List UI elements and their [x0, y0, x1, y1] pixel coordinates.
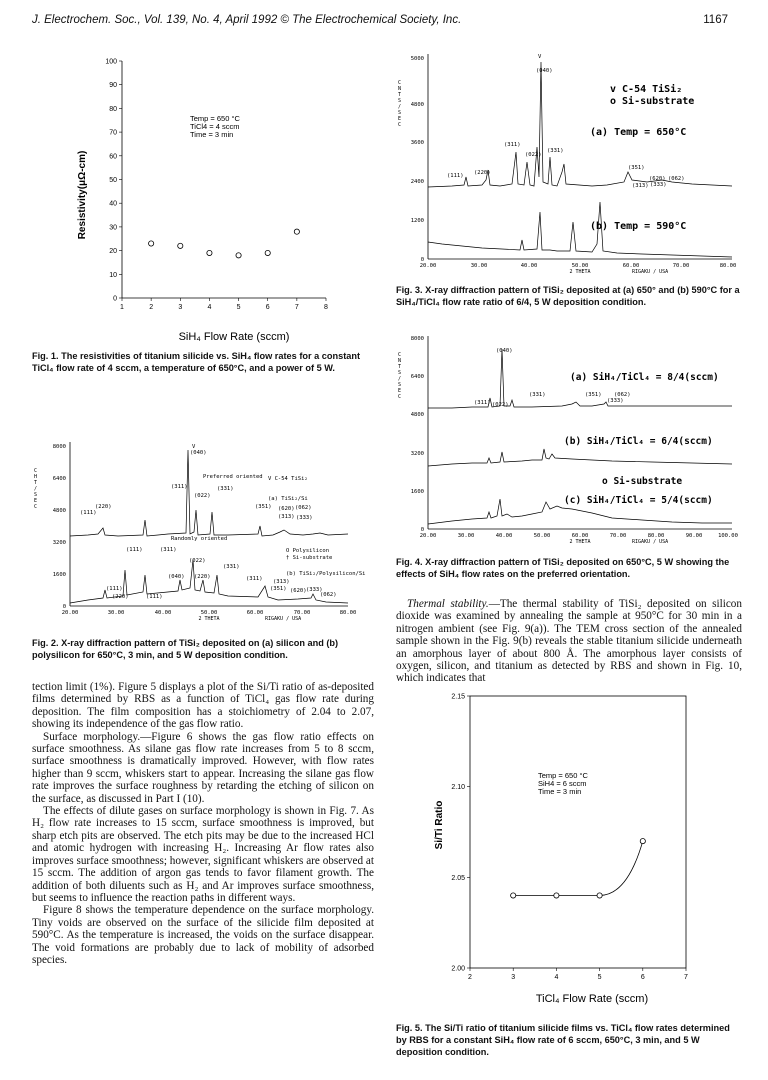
svg-text:E: E — [398, 116, 402, 122]
data-point — [236, 253, 241, 258]
svg-text:6400: 6400 — [410, 374, 424, 380]
fig5-condition-time: Time = 3 min — [538, 787, 582, 796]
data-point — [640, 838, 645, 843]
svg-text:(040): (040) — [190, 450, 207, 456]
x-tick-label: 6 — [640, 974, 645, 981]
fig2-legend-b1: O Polysilicon — [286, 548, 330, 554]
svg-text:C: C — [34, 468, 38, 474]
svg-text:C: C — [398, 352, 402, 358]
fig3-label-b: (b) Temp = 590°C — [590, 221, 687, 232]
fig2-labels — [80, 444, 365, 600]
fig4-y-ticks — [411, 336, 424, 533]
fig2-brand: RIGAKU / USA — [265, 616, 302, 622]
svg-text:T: T — [34, 480, 38, 486]
x-tick-label: 6 — [265, 304, 270, 311]
svg-text:(331): (331) — [223, 564, 240, 570]
svg-text:70.00: 70.00 — [609, 533, 627, 539]
svg-text:8000: 8000 — [410, 336, 424, 342]
svg-text:/: / — [398, 376, 402, 382]
svg-text:(022): (022) — [189, 558, 206, 564]
svg-text:C: C — [34, 504, 38, 510]
fig5-condition-sih4: SiH4 = 6 sccm — [538, 779, 587, 788]
page-number: 1167 — [703, 14, 728, 26]
svg-text:60.00: 60.00 — [246, 610, 264, 616]
svg-text:(022): (022) — [194, 493, 211, 499]
svg-text:0: 0 — [420, 527, 424, 533]
fig1-axes — [105, 59, 328, 312]
svg-text:4800: 4800 — [52, 508, 66, 514]
thermal-stability-heading: Thermal stability. — [407, 598, 489, 610]
svg-text:(111): (111) — [106, 586, 123, 592]
figure-2-caption: Fig. 2. X-ray diffraction pattern of TiSi₂ deposited on (a) silicon and (b) polysilicon for 650°C, 3 min, and 5 W deposition condition. — [32, 638, 339, 660]
svg-text:90.00: 90.00 — [685, 533, 703, 539]
y-tick-label: 0 — [113, 295, 117, 303]
x-tick-label: 3 — [511, 974, 516, 981]
svg-text:(313): (313) — [273, 579, 290, 585]
fig3-brand: RIGAKU / USA — [632, 269, 669, 275]
figure-3-xrd-pattern — [392, 52, 742, 282]
x-tick-label: 5 — [597, 974, 602, 981]
y-tick-label: 2.10 — [451, 784, 465, 792]
fig1-condition-time: Time = 3 min — [190, 130, 234, 139]
svg-text:80.00: 80.00 — [339, 610, 357, 616]
fig2-legend-a: V C-54 TiSi₂ — [268, 476, 308, 482]
figure-4-caption: Fig. 4. X-ray diffraction pattern of TiSi₂ deposited on 650°C, 5 W showing the effects of SiH₄ flow rates on the preferred orientation. — [396, 557, 730, 579]
fig4-trace-b — [428, 449, 732, 466]
svg-text:30.00: 30.00 — [107, 610, 125, 616]
paragraph-ratio: tection limit (1%). Figure 5 displays a plot of the Si/Ti ratio of as-deposited films determined by RBS as a function of TiCl₄ gas flow rate during deposition. The film composition has a stoichiometry of 2.04 to 2.07, showing its independence of the gas flow ratio. — [32, 681, 374, 731]
svg-text:(220): (220) — [112, 594, 129, 600]
svg-text:(220): (220) — [194, 574, 211, 580]
x-tick-label: 8 — [324, 304, 328, 311]
y-tick-label: 80 — [109, 105, 117, 113]
fig1-conditions — [190, 114, 240, 139]
svg-text:V: V — [538, 54, 542, 60]
fig3-peak-labels — [447, 54, 685, 189]
svg-text:(311): (311) — [171, 484, 188, 490]
x-tick-label: 2 — [149, 304, 154, 311]
svg-text:S: S — [398, 98, 402, 104]
svg-text:1200: 1200 — [410, 218, 424, 224]
svg-text:E: E — [34, 498, 38, 504]
paragraph-temperature: Figure 8 shows the temperature dependence on the surface morphology. Tiny voids are observed on the surface of the silicide film deposited at 590°C. As the temperature is increased, the voids on the surface disappear. The void formations are probably due to lack of mobility of adsorbed species. — [32, 904, 374, 966]
x-tick-label: 7 — [294, 304, 299, 311]
figure-5-caption: Fig. 5. The Si/Ti ratio of titanium silicide films vs. TiCl₄ flow rates determined by RBS for a constant SiH₄ flow rate of 6 sccm, 650°C, 3 min, and 5 W deposition condition. — [396, 1023, 730, 1057]
svg-text:4800: 4800 — [410, 102, 424, 108]
svg-text:(040): (040) — [536, 68, 553, 74]
y-tick-label: 50 — [109, 177, 117, 184]
svg-text:(022): (022) — [525, 152, 542, 158]
svg-text:0: 0 — [420, 257, 424, 263]
svg-text:1600: 1600 — [410, 489, 424, 495]
svg-text:/: / — [34, 486, 38, 492]
svg-text:50.00: 50.00 — [200, 610, 218, 616]
data-point — [554, 893, 559, 898]
fig5-axes — [451, 694, 688, 982]
svg-text:(331): (331) — [547, 148, 564, 154]
svg-text:S: S — [398, 370, 402, 376]
fig3-legend-si: o Si-substrate — [610, 96, 695, 107]
left-column-text — [32, 681, 374, 966]
svg-text:80.00: 80.00 — [719, 263, 737, 269]
svg-text:60.00: 60.00 — [622, 263, 640, 269]
fig3-x-axis-label: 2 THETA — [569, 269, 591, 275]
svg-text:C: C — [398, 122, 402, 128]
svg-text:1600: 1600 — [52, 572, 66, 578]
data-point — [597, 893, 602, 898]
svg-text:(111): (111) — [126, 547, 143, 553]
x-tick-label: 2 — [468, 974, 472, 981]
journal-citation: J. Electrochem. Soc., Vol. 139, No. 4, April 1992 © The Electrochemical Society, Inc. — [32, 14, 462, 26]
fig3-trace-b — [428, 202, 732, 257]
svg-text:4800: 4800 — [410, 412, 424, 418]
svg-text:(311): (311) — [474, 400, 491, 406]
svg-text:(062): (062) — [668, 176, 685, 182]
svg-text:20.00: 20.00 — [419, 263, 437, 269]
svg-text:3200: 3200 — [52, 540, 66, 546]
svg-text:S: S — [34, 492, 38, 498]
y-tick-label: 2.15 — [451, 693, 465, 701]
x-tick-label: 5 — [236, 304, 241, 311]
svg-text:(620): (620) — [649, 176, 666, 182]
fig2-legend-b2: † Si-substrate — [286, 555, 333, 561]
fig4-label-c: (c) SiH₄/TiCl₄ = 5/4(sccm) — [564, 495, 713, 506]
svg-text:/: / — [398, 104, 402, 110]
svg-text:E: E — [398, 388, 402, 394]
svg-text:40.00: 40.00 — [154, 610, 172, 616]
fig4-legend-si: o Si-substrate — [602, 476, 683, 487]
svg-text:(311): (311) — [246, 576, 263, 582]
svg-text:(351): (351) — [270, 586, 287, 592]
fig3-trace-a — [428, 62, 732, 187]
svg-text:(062): (062) — [614, 392, 631, 398]
svg-text:(220): (220) — [474, 170, 491, 176]
right-column-text — [396, 598, 742, 685]
fig2-title-a: Preferred oriented — [203, 474, 263, 480]
svg-text:(062): (062) — [320, 592, 337, 598]
figure-3-caption: Fig. 3. X-ray diffraction pattern of TiSi₂ deposited at (a) 650° and (b) 590°C for a SiH₄/TiCl₄ flow rate ratio of 6/4, 5 W deposition condition. — [396, 285, 740, 307]
fig1-condition-temp: Temp = 650 °C — [190, 114, 240, 123]
svg-text:(111): (111) — [80, 510, 97, 516]
y-tick-label: 2.05 — [451, 874, 465, 882]
svg-text:8000: 8000 — [52, 444, 66, 450]
svg-text:(313): (313) — [278, 514, 295, 520]
svg-text:T: T — [398, 92, 402, 98]
y-tick-label: 40 — [109, 200, 117, 208]
svg-text:50.00: 50.00 — [571, 263, 589, 269]
svg-text:(331): (331) — [217, 486, 234, 492]
data-point — [178, 243, 183, 248]
svg-text:100.00: 100.00 — [718, 533, 738, 539]
fig1-y-axis-label: Resistivity(μΩ-cm) — [77, 150, 88, 240]
svg-text:(351): (351) — [628, 165, 645, 171]
svg-text:3600: 3600 — [410, 140, 424, 146]
svg-text:S: S — [398, 382, 402, 388]
svg-text:(333): (333) — [306, 587, 323, 593]
y-tick-label: 100 — [105, 58, 117, 66]
svg-text:(040): (040) — [496, 348, 513, 354]
svg-text:S: S — [398, 110, 402, 116]
x-tick-label: 4 — [554, 974, 559, 981]
svg-text:(111): (111) — [146, 594, 163, 600]
fig2-title-b: Randomly oriented — [171, 536, 228, 542]
svg-text:70.00: 70.00 — [293, 610, 311, 616]
fig3-legend-c54: v C-54 TiSi₂ — [610, 84, 683, 95]
y-tick-label: 70 — [109, 129, 117, 137]
fig4-label-a: (a) SiH₄/TiCl₄ = 8/4(sccm) — [570, 372, 719, 383]
fig2-label-b: (b) TiSi₂/Polysilicon/Si — [286, 571, 366, 577]
fig4-y-axis-label — [398, 352, 401, 400]
data-point — [511, 893, 516, 898]
svg-text:C: C — [398, 80, 402, 86]
svg-text:2400: 2400 — [410, 179, 424, 185]
data-point — [149, 241, 154, 246]
svg-text:(040): (040) — [168, 574, 185, 580]
svg-text:(333): (333) — [607, 398, 624, 404]
paragraph-surface-morphology: Surface morphology.—Figure 6 shows the gas flow ratio effects on surface smoothness. As silane gas flow rate increases from 5 to 8 sccm, surface smoothness is dramatically improved. However, with flow rates higher than 9 sccm, whiskers start to appear. Increasing the silane gas flow rate improves the surface roughness by retarding the etching of silicon on the surface, as discussed in Part I (10). — [32, 730, 374, 805]
fig4-x-axis-label: 2 THETA — [569, 539, 591, 545]
svg-text:(313): (313) — [632, 183, 649, 189]
svg-text:30.00: 30.00 — [457, 533, 475, 539]
svg-text:50.00: 50.00 — [533, 533, 551, 539]
svg-text:(333): (333) — [650, 182, 667, 188]
svg-text:6400: 6400 — [52, 476, 66, 482]
svg-text:(620): (620) — [278, 506, 295, 512]
svg-text:40.00: 40.00 — [495, 533, 513, 539]
fig3-y-ticks — [411, 56, 424, 263]
y-tick-label: 90 — [109, 82, 117, 90]
x-tick-label: 7 — [684, 974, 688, 981]
x-tick-label: 3 — [178, 304, 183, 311]
fig4-label-b: (b) SiH₄/TiCl₄ = 6/4(sccm) — [564, 436, 713, 447]
svg-text:60.00: 60.00 — [571, 533, 589, 539]
svg-text:3200: 3200 — [410, 451, 424, 457]
figure-4-xrd-pattern — [392, 334, 742, 554]
fig2-y-ticks — [53, 444, 66, 610]
svg-text:(351): (351) — [585, 392, 602, 398]
svg-text:C: C — [398, 394, 402, 400]
svg-text:N: N — [398, 86, 402, 92]
y-tick-label: 20 — [109, 248, 117, 256]
svg-text:(333): (333) — [296, 515, 313, 521]
paragraph-dilute-gases: The effects of dilute gases on surface morphology is shown in Fig. 7. As H₂ flow rate increases to 15 sccm, surface smoothness is improved, but sharp etch pits are observed. The etch pits may be due to the increased HCl and atomic hydrogen with increasing H₂. Increasing Ar flow rates also improves surface smoothness; however, significant whiskers are observed at 15 sccm. The addition of argon gas tends to favor filament growth. The addition of both diluents such as H₂ and Ar improves surface smoothness, but seems to influence the reaction paths in different ways. — [32, 805, 374, 904]
svg-text:0: 0 — [62, 604, 66, 610]
data-point — [294, 229, 299, 234]
fig3-label-a: (a) Temp = 650°C — [590, 127, 687, 138]
svg-text:80.00: 80.00 — [647, 533, 665, 539]
plot-frame — [470, 696, 686, 968]
svg-text:(022): (022) — [492, 402, 509, 408]
svg-text:(331): (331) — [529, 392, 546, 398]
svg-text:(311): (311) — [160, 547, 177, 553]
x-tick-label: 4 — [207, 304, 212, 311]
svg-text:30.00: 30.00 — [470, 263, 488, 269]
fig5-x-axis-label: TiCl₄ Flow Rate (sccm) — [535, 993, 649, 1005]
svg-text:20.00: 20.00 — [419, 533, 437, 539]
fig5-conditions — [538, 771, 588, 796]
svg-text:V: V — [192, 444, 196, 450]
fig1-condition-ticl4: TiCl4 = 4 sccm — [190, 122, 240, 131]
x-tick-label: 1 — [120, 304, 124, 311]
data-point — [265, 250, 270, 255]
svg-text:(220): (220) — [95, 504, 112, 510]
figure-1-resistivity-chart — [70, 55, 355, 347]
svg-text:20.00: 20.00 — [61, 610, 79, 616]
svg-text:40.00: 40.00 — [520, 263, 538, 269]
svg-text:(111): (111) — [447, 173, 464, 179]
fig5-condition-temp: Temp = 650 °C — [538, 771, 588, 780]
y-tick-label: 30 — [109, 224, 117, 232]
svg-text:(062): (062) — [295, 505, 312, 511]
fig3-y-axis-label — [398, 80, 401, 128]
svg-text:5000: 5000 — [410, 56, 424, 62]
svg-text:H: H — [34, 474, 38, 480]
thermal-stability-text: —The thermal stability of TiSi₂ deposited on silicon dioxide was examined by annealing the sample at 950°C for 30 min in a nitrogen ambient (see Fig. 9(a)). The TEM cross section of the annealed sample shown in the Fig. 9(b) reveals the stable titanium silicide underneath an amorphous layer of about 800 Å. The amorphous layer consists of oxygen, silicon, and titanium as detected by RBS and shown in Fig. 10, which indicates that — [396, 598, 742, 685]
data-point — [207, 250, 212, 255]
fig1-x-axis-label: SiH₄ Flow Rate (sccm) — [178, 331, 290, 343]
figure-2-xrd-pattern — [28, 440, 378, 636]
fig2-y-axis-label — [34, 468, 37, 510]
y-tick-label: 60 — [109, 153, 117, 161]
series-curve — [600, 841, 643, 895]
y-tick-label: 10 — [109, 271, 117, 279]
running-header — [32, 14, 461, 26]
fig2-label-a: (a) TiSi₂/Si — [268, 496, 308, 502]
svg-text:(311): (311) — [504, 142, 521, 148]
figure-5-si-ti-ratio-chart — [430, 690, 720, 1015]
y-tick-label: 2.00 — [451, 965, 465, 973]
svg-text:N: N — [398, 358, 402, 364]
svg-text:(620): (620) — [290, 588, 307, 594]
fig4-brand: RIGAKU / USA — [632, 539, 669, 545]
fig5-y-axis-label: Si/Ti Ratio — [434, 800, 445, 850]
fig2-x-axis-label: 2 THETA — [198, 616, 220, 622]
svg-text:70.00: 70.00 — [672, 263, 690, 269]
svg-text:T: T — [398, 364, 402, 370]
figure-1-caption: Fig. 1. The resistivities of titanium silicide vs. SiH₄ flow rates for a constant TiCl₄ flow rate of 4 sccm, a temperature of 650°C, and a power of 5 W. — [32, 351, 361, 373]
svg-text:(351): (351) — [255, 504, 272, 510]
